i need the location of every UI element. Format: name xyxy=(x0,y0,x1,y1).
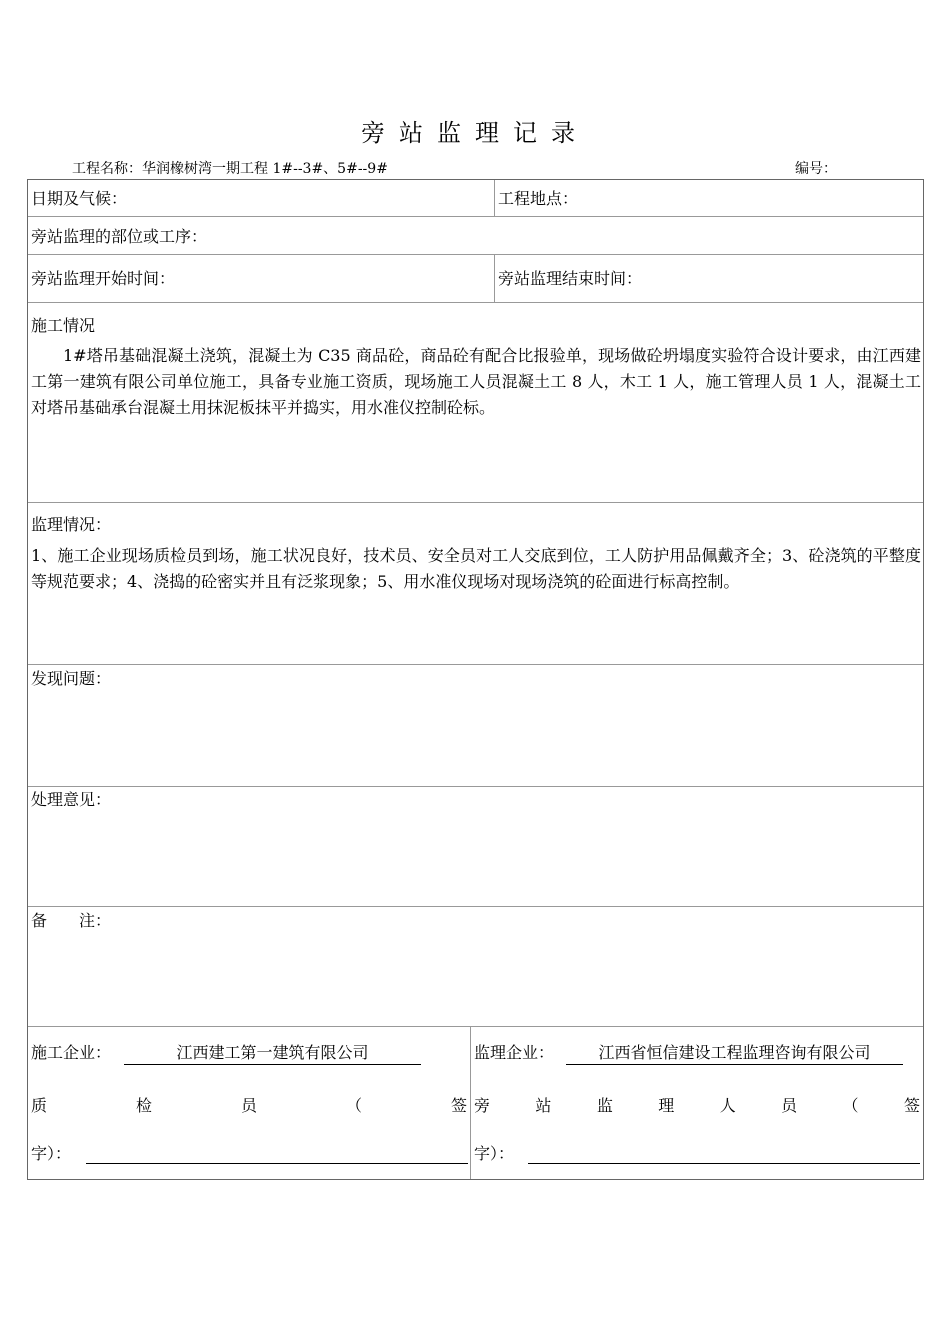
staff-char: （ xyxy=(842,1096,859,1115)
inspector-char: 员 xyxy=(240,1096,257,1115)
construction-company-label: 施工企业： xyxy=(31,1043,112,1062)
project-name: 工程名称：华润橡树湾一期工程 1#--3#、5#--9# xyxy=(72,161,388,177)
supervision-company-label: 监理企业： xyxy=(474,1043,555,1062)
remarks-heading: 备 注： xyxy=(31,911,112,930)
staff-signature-label xyxy=(474,1093,920,1116)
construction-company-name: 江西建工第一建筑有限公司 xyxy=(124,1042,421,1065)
row-divider xyxy=(28,1026,923,1027)
row-divider xyxy=(28,502,923,503)
inspector-char: 签 xyxy=(450,1096,467,1115)
location-label: 工程地点： xyxy=(498,189,579,208)
construction-body: 1#塔吊基础混凝土浇筑，混凝土为 C35 商品砼，商品砼有配合比报验单，现场做砼坍塌度实验符合设计要求，由江西建工第一建筑有限公司单位施工，具备专业施工资质，现场施工人员混凝土工 8 人，木工 1 人，施工管理人员 1 人，混凝土工对塔吊基础承台混凝土用抹泥板抹平并捣实，用水准仪控制砼标。 xyxy=(31,346,921,417)
inspector-signature-line[interactable] xyxy=(86,1163,468,1164)
column-divider xyxy=(494,180,495,216)
supervision-company-name: 江西省恒信建设工程监理咨询有限公司 xyxy=(566,1042,903,1065)
staff-signature-tail: 字）： xyxy=(474,1144,515,1163)
staff-char: 人 xyxy=(719,1096,736,1115)
row-divider xyxy=(28,254,923,255)
supervision-heading: 监理情况： xyxy=(31,515,112,534)
staff-char: 监 xyxy=(596,1096,613,1115)
supervision-body: 1、施工企业现场质检员到场，施工状况良好，技术员、安全员对工人交底到位，工人防护用品佩戴齐全；3、砼浇筑的平整度等规范要求；4、浇捣的砼密实并且有泛浆现象；5、用水准仪现场对现场浇筑的砼面进行标高控制。 xyxy=(31,546,921,591)
document-title: 旁站监理记录 xyxy=(361,119,589,147)
construction-heading: 施工情况 xyxy=(31,316,96,335)
opinion-heading: 处理意见： xyxy=(31,790,112,809)
row-divider xyxy=(28,664,923,665)
number-label: 编号： xyxy=(795,161,837,177)
record-form xyxy=(27,179,924,1180)
row-divider xyxy=(28,302,923,303)
staff-char: 员 xyxy=(781,1096,798,1115)
inspector-char: （ xyxy=(345,1096,362,1115)
staff-signature-line[interactable] xyxy=(528,1163,920,1164)
inspector-signature-tail: 字）： xyxy=(31,1144,72,1163)
problems-heading: 发现问题： xyxy=(31,669,112,688)
part-process-label: 旁站监理的部位或工序： xyxy=(31,227,208,246)
date-weather-label: 日期及气候： xyxy=(31,189,128,208)
column-divider xyxy=(494,254,495,302)
staff-char: 签 xyxy=(903,1096,920,1115)
row-divider xyxy=(28,786,923,787)
staff-char: 站 xyxy=(535,1096,552,1115)
start-time-label: 旁站监理开始时间： xyxy=(31,269,176,288)
staff-char: 旁 xyxy=(474,1096,491,1115)
end-time-label: 旁站监理结束时间： xyxy=(498,269,643,288)
row-divider xyxy=(28,906,923,907)
inspector-char: 质 xyxy=(31,1096,48,1115)
column-divider xyxy=(470,1026,471,1179)
inspector-char: 检 xyxy=(135,1096,152,1115)
row-divider xyxy=(28,216,923,217)
inspector-signature-label xyxy=(31,1093,467,1116)
staff-char: 理 xyxy=(658,1096,675,1115)
